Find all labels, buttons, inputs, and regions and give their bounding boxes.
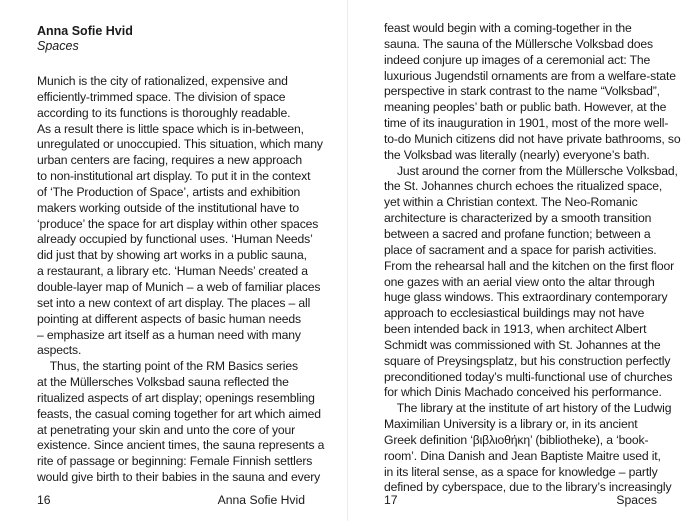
text-line: unregulated or unoccupied. This situation, which many [37, 137, 323, 152]
right-body-text [384, 21, 689, 496]
text-line: for which Dinis Machado conceived his performance. [384, 385, 662, 400]
text-line: feasts, the casual coming together for art which aimed [37, 406, 321, 421]
page-number: 17 [384, 493, 398, 507]
chapter-title: Spaces [37, 39, 79, 53]
text-line: Greek definition ‘βιβλιοθήκη’ (bibliotheke), a ‘book- [384, 432, 649, 447]
text-line: existence. Since ancient times, the sauna represents a [37, 438, 325, 453]
text-line: one gazes with an aerial view onto the altar through [384, 274, 655, 289]
text-line: – emphasize art itself as a human need with many [37, 327, 301, 342]
text-line: double-layer map of Munich – a web of familiar places [37, 279, 321, 294]
text-line: Maximilian University is a library or, in its ancient [384, 417, 638, 432]
text-line: the St. Johannes church echoes the ritualized space, [384, 179, 663, 194]
text-line: ritualized aspects of art display; openings resembling [37, 390, 315, 405]
left-page [0, 0, 347, 521]
text-line: Schmidt was commissioned with St. Johannes at the [384, 337, 661, 352]
text-line: huge glass windows. This extraordinary contemporary [384, 290, 668, 305]
text-line: been intended back in 1913, when architect Albert [384, 322, 647, 337]
author-name: Anna Sofie Hvid [37, 24, 133, 38]
text-line: square of Preysingsplatz, but his construction perfectly [384, 353, 671, 368]
text-line: place of sacrament and a space for parish activities. [384, 242, 657, 257]
text-line: Thus, the starting point of the RM Basics series [37, 359, 298, 374]
text-line: aspects. [37, 343, 82, 358]
text-line: a restaurant, a library etc. ‘Human Needs’ created a [37, 264, 308, 279]
text-line: at penetrating your skin and unto the core of your [37, 422, 296, 437]
text-line: time of its inauguration in 1901, most of the more well- [384, 116, 669, 131]
left-body-text [37, 74, 342, 486]
text-line: Munich is the city of rationalized, expensive and [37, 74, 288, 88]
text-line: rite of passage or beginning: Female Finnish settlers [37, 454, 313, 469]
text-line: at the Müllersches Volksbad sauna reflected the [37, 375, 289, 390]
text-line: approach to ecclesiastical buildings may not have [384, 306, 645, 321]
text-line: room’. Dina Danish and Jean Baptiste Maitre used it, [384, 448, 661, 463]
text-line: As a result there is little space which is in-between, [37, 121, 304, 136]
right-page [348, 0, 695, 521]
text-line: makers working outside of the institutional have to [37, 200, 299, 215]
running-footer: Spaces [616, 493, 657, 507]
text-line: yet within a Christian context. The Neo-Romanic [384, 195, 638, 210]
text-line: did just that by showing art works in a public sauna, [37, 248, 307, 263]
text-line: would give birth to their babies in the sauna and every [37, 470, 321, 485]
text-line: between a sacred and profane function; between a [384, 226, 651, 241]
text-line: Just around the corner from the Müllersche Volksbad, [384, 163, 678, 178]
text-line: to-do Munich citizens did not have private bathrooms, so [384, 131, 681, 146]
text-line: in its literal sense, as a space for knowledge – partly [384, 464, 658, 479]
text-line: defined by cyberspace, due to the library’s increasingly [384, 480, 672, 495]
text-line: the Volksbad was literally (nearly) everyone’s bath. [384, 147, 650, 162]
text-line: preconditioned today’s multi-functional use of churches [384, 369, 673, 384]
chapter-header [37, 24, 133, 54]
text-line: feast would begin with a coming-together in the [384, 21, 632, 35]
text-line: architecture is characterized by a smooth transition [384, 211, 652, 226]
text-line: urban centers are facing, requires a new approach [37, 153, 303, 168]
text-line: according to its functions is thoroughly readable. [37, 105, 291, 120]
text-line: sauna. The sauna of the Müllersche Volksbad does [384, 36, 654, 51]
text-line: meaning peoples’ bath or public bath. However, at the [384, 100, 667, 115]
text-line: to non-institutional art display. To put it in the context [37, 169, 311, 184]
text-line: indeed conjure up images of a ceremonial act: The [384, 52, 651, 67]
text-line: ‘produce’ the space for art display within other spaces [37, 216, 319, 231]
text-line: luxurious Jugendstil ornaments are from a welfare-state [384, 68, 676, 83]
text-line: efficiently-trimmed space. The division of space [37, 89, 286, 104]
text-line: pointing at different aspects of basic human needs [37, 311, 301, 326]
text-line: perspective in stark contrast to the name “Volksbad”, [384, 84, 660, 99]
text-line: of ‘The Production of Space’, artists and exhibition [37, 184, 301, 199]
text-line: The library at the institute of art history of the Ludwig [384, 401, 672, 416]
page-number: 16 [37, 493, 51, 507]
text-line: set into a new context of art display. The places – all [37, 295, 311, 310]
text-line: already occupied by functional uses. ‘Human Needs’ [37, 232, 313, 247]
running-footer: Anna Sofie Hvid [217, 493, 305, 507]
text-line: From the rehearsal hall and the kitchen on the first floor [384, 258, 675, 273]
